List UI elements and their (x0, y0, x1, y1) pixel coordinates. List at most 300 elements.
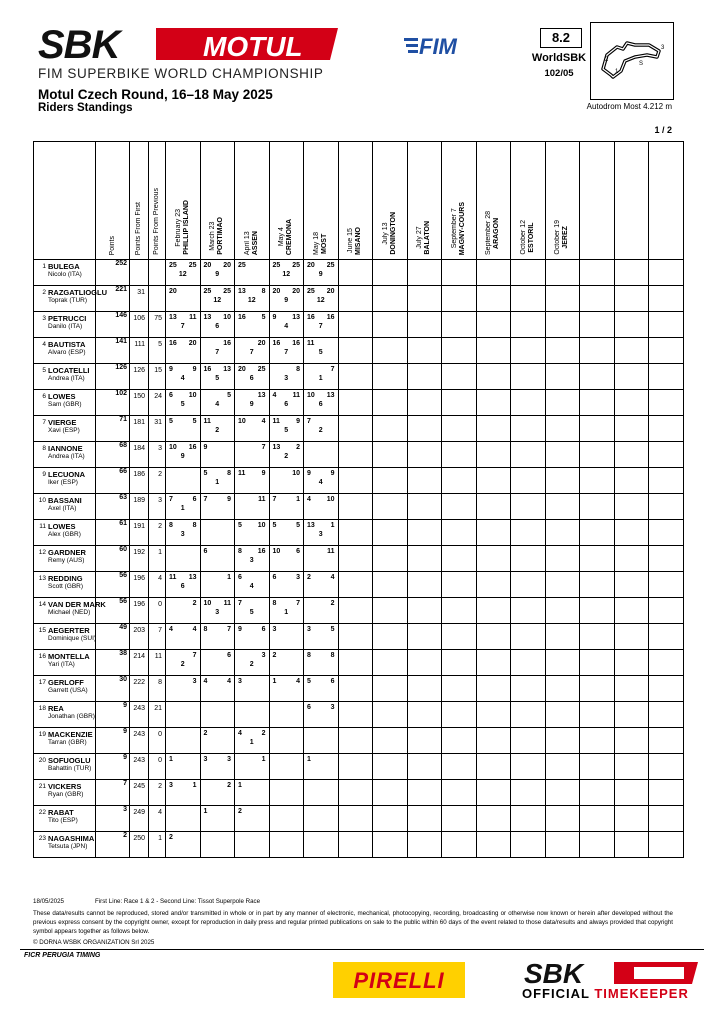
round-venue: CREMONA (286, 218, 294, 255)
superpole-points: 9 (284, 297, 289, 304)
rider-first-name: Nicolo (ITA) (48, 271, 82, 278)
round-result-cell (442, 546, 477, 572)
race2-points: 7 (296, 600, 300, 607)
round-result-cell (580, 468, 615, 494)
rider-rank: 2 (42, 289, 46, 296)
round-result-cell (442, 832, 477, 858)
points-cell: 63 (96, 494, 130, 520)
round-result-cell (407, 338, 442, 364)
round-result-cell (166, 572, 201, 598)
round-result-cell (235, 390, 270, 416)
rider-rank: 17 (38, 679, 46, 686)
round-date: July 27 (416, 227, 424, 250)
round-result-cell (304, 780, 339, 806)
round-result-cell (235, 728, 270, 754)
round-result-cell (338, 520, 373, 546)
round-result-cell (649, 624, 684, 650)
from-first-cell: 222 (130, 676, 149, 702)
from-first-cell: 191 (130, 520, 149, 546)
rider-cell (34, 338, 96, 364)
from-previous-col-header: Points From Previous (149, 142, 166, 260)
round-result-cell (649, 338, 684, 364)
round-result-cell (614, 780, 649, 806)
round-date: February 23 (174, 208, 182, 247)
round-result-cell (442, 754, 477, 780)
round-result-cell (269, 520, 304, 546)
rider-name: LOWES (48, 392, 76, 401)
round-result-cell (545, 754, 580, 780)
race2-points: 3 (227, 756, 231, 763)
round-result-cell (614, 390, 649, 416)
round-result-cell (373, 754, 408, 780)
round-result-cell (269, 364, 304, 390)
superpole-points: 12 (282, 271, 291, 278)
round-result-cell (166, 390, 201, 416)
round-result-cell (442, 468, 477, 494)
superpole-points: 7 (215, 349, 220, 356)
rider-first-name: Danilo (ITA) (48, 323, 83, 330)
round-result-cell (373, 442, 408, 468)
superpole-points: 2 (284, 453, 289, 460)
round-result-cell (235, 286, 270, 312)
round-date: April 13 (243, 231, 251, 255)
round-result-cell (166, 260, 201, 286)
from-first-cell: 126 (130, 364, 149, 390)
race2-points: 10 (223, 314, 231, 321)
round-result-cell (649, 546, 684, 572)
round-result-cell (476, 338, 511, 364)
championship-name: WorldSBK (531, 52, 587, 64)
round-result-cell (304, 494, 339, 520)
round-result-cell (200, 390, 235, 416)
round-result-cell (614, 286, 649, 312)
round-col-header (407, 142, 442, 260)
race2-points: 10 (292, 470, 300, 477)
race2-points: 2 (192, 600, 197, 607)
round-result-cell (614, 702, 649, 728)
from-previous-cell: 1 (149, 832, 166, 858)
round-result-cell (580, 338, 615, 364)
round-result-cell (442, 572, 477, 598)
race1-points: 4 (169, 626, 173, 633)
race1-points: 5 (272, 522, 277, 529)
from-previous-cell (149, 260, 166, 286)
from-first-cell: 203 (130, 624, 149, 650)
rider-rank: 8 (42, 445, 46, 452)
round-result-cell (407, 390, 442, 416)
rider-rank: 14 (38, 601, 46, 608)
rider-first-name: Sam (GBR) (48, 401, 82, 408)
round-result-cell (235, 806, 270, 832)
superpole-points: 4 (249, 583, 254, 590)
from-previous-cell: 3 (149, 494, 166, 520)
round-result-cell (476, 806, 511, 832)
rider-cell (34, 780, 96, 806)
round-result-cell (166, 832, 201, 858)
round-result-cell (476, 832, 511, 858)
race2-points: 20 (223, 262, 231, 269)
race2-points: 9 (227, 496, 231, 503)
round-result-cell (545, 650, 580, 676)
round-result-cell (407, 572, 442, 598)
race2-points: 13 (326, 392, 335, 399)
round-result-cell (614, 650, 649, 676)
race1-points: 4 (203, 678, 208, 685)
round-result-cell (649, 754, 684, 780)
rider-cell (34, 416, 96, 442)
rider-cell (34, 806, 96, 832)
round-result-cell (511, 598, 546, 624)
rider-row (34, 416, 684, 442)
round-result-cell (511, 312, 546, 338)
superpole-points: 7 (284, 349, 289, 356)
rider-cell (34, 624, 96, 650)
round-result-cell (407, 312, 442, 338)
round-result-cell (476, 520, 511, 546)
round-result-cell (407, 598, 442, 624)
superpole-points: 6 (284, 401, 289, 408)
superpole-points: 6 (249, 375, 254, 382)
round-result-cell (442, 312, 477, 338)
race1-points: 11 (238, 470, 246, 477)
race1-points: 11 (203, 418, 211, 425)
superpole-points: 9 (180, 453, 185, 460)
round-result-cell (511, 260, 546, 286)
round-result-cell (166, 676, 201, 702)
round-result-cell (269, 806, 304, 832)
race2-points: 11 (223, 600, 231, 607)
superpole-points: 4 (318, 479, 323, 486)
round-result-cell (304, 442, 339, 468)
rider-rank: 23 (38, 835, 46, 842)
from-first-cell: 214 (130, 650, 149, 676)
round-col-header (235, 142, 270, 260)
race1-points: 5 (238, 522, 242, 529)
race1-points: 1 (169, 756, 173, 763)
round-result-cell (304, 728, 339, 754)
rider-first-name: Tito (ESP) (48, 817, 78, 824)
round-result-cell (442, 624, 477, 650)
superpole-points: 6 (180, 583, 185, 590)
race2-points: 2 (227, 782, 231, 789)
race2-points: 20 (188, 340, 197, 347)
round-result-cell (235, 572, 270, 598)
from-previous-cell: 5 (149, 338, 166, 364)
round-result-cell (304, 806, 339, 832)
round-result-cell (269, 494, 304, 520)
round-result-cell (407, 676, 442, 702)
race1-points: 16 (272, 340, 281, 347)
points-cell: 126 (96, 364, 130, 390)
race2-points: 1 (330, 522, 335, 529)
round-result-cell (476, 312, 511, 338)
rider-name: SOFUOGLU (48, 756, 91, 765)
svg-text:3: 3 (661, 45, 665, 51)
round-result-cell (407, 442, 442, 468)
rider-first-name: Remy (AUS) (48, 557, 85, 564)
rider-first-name: Andrea (ITA) (48, 375, 85, 382)
from-first-cell: 184 (130, 442, 149, 468)
rider-row (34, 832, 684, 858)
round-result-cell (580, 650, 615, 676)
superpole-points: 5 (249, 609, 254, 616)
round-result-cell (373, 338, 408, 364)
footer-copyright: © DORNA WSBK ORGANIZATION Srl 2025 (33, 939, 155, 946)
round-result-cell (614, 520, 649, 546)
superpole-points: 2 (180, 661, 185, 668)
round-result-cell (545, 702, 580, 728)
round-result-cell (580, 832, 615, 858)
official-label: OFFICIAL (522, 986, 590, 1001)
race1-points: 3 (238, 678, 242, 685)
race1-points: 1 (307, 756, 311, 763)
round-result-cell (235, 780, 270, 806)
race2-points: 20 (257, 340, 266, 347)
round-result-cell (649, 416, 684, 442)
rider-rank: 4 (42, 341, 46, 348)
race2-points: 16 (292, 340, 300, 347)
round-result-cell (200, 338, 235, 364)
round-result-cell (442, 364, 477, 390)
round-result-cell (304, 702, 339, 728)
round-result-cell (338, 650, 373, 676)
round-result-cell (338, 260, 373, 286)
round-result-cell (614, 416, 649, 442)
round-result-cell (200, 702, 235, 728)
round-result-cell (476, 442, 511, 468)
round-result-cell (545, 520, 580, 546)
round-result-cell (166, 650, 201, 676)
from-first-cell: 192 (130, 546, 149, 572)
superpole-points: 5 (284, 427, 289, 434)
race2-points: 5 (296, 522, 300, 529)
rider-name: RABAT (48, 808, 74, 817)
race2-points: 8 (261, 288, 266, 295)
round-result-cell (407, 754, 442, 780)
round-result-cell (476, 286, 511, 312)
round-result-cell (545, 728, 580, 754)
round-result-cell (407, 520, 442, 546)
round-result-cell (580, 702, 615, 728)
round-result-cell (373, 286, 408, 312)
round-result-cell (304, 364, 339, 390)
from-first-cell: 243 (130, 702, 149, 728)
round-result-cell (614, 338, 649, 364)
rider-first-name: Bahattin (TUR) (48, 765, 92, 772)
round-result-cell (269, 624, 304, 650)
rider-row (34, 728, 684, 754)
round-result-cell (200, 520, 235, 546)
race2-points: 1 (192, 782, 197, 789)
round-result-cell (269, 312, 304, 338)
rider-cell (34, 546, 96, 572)
round-result-cell (235, 520, 270, 546)
round-result-cell (200, 546, 235, 572)
round-result-cell (235, 442, 270, 468)
superpole-points: 1 (249, 739, 254, 746)
round-result-cell (476, 780, 511, 806)
round-result-cell (166, 468, 201, 494)
round-result-cell (649, 572, 684, 598)
round-result-cell (649, 520, 684, 546)
race2-points: 5 (192, 418, 197, 425)
document-id: 102/05 (544, 68, 574, 79)
svg-text:S: S (639, 61, 644, 67)
rider-cell (34, 650, 96, 676)
round-result-cell (442, 260, 477, 286)
round-result-cell (545, 676, 580, 702)
from-first-cell: 196 (130, 572, 149, 598)
points-cell: 61 (96, 520, 130, 546)
page-number: 1 / 2 (654, 125, 672, 135)
rider-rank: 6 (42, 393, 46, 400)
from-previous-cell: 4 (149, 806, 166, 832)
race1-points: 2 (238, 808, 242, 815)
race2-points: 25 (257, 366, 266, 373)
race2-points: 8 (330, 652, 335, 659)
superpole-points: 3 (180, 531, 185, 538)
svg-text:2: 2 (605, 57, 609, 63)
race1-points: 7 (238, 600, 242, 607)
rider-cell (34, 494, 96, 520)
round-result-cell (200, 598, 235, 624)
round-result-cell (580, 754, 615, 780)
round-result-cell (373, 650, 408, 676)
round-result-cell (200, 806, 235, 832)
round-result-cell (649, 364, 684, 390)
round-result-cell (649, 780, 684, 806)
rider-rank: 1 (42, 263, 46, 270)
round-result-cell (511, 416, 546, 442)
rider-name: LOCATELLI (48, 366, 90, 375)
race1-points: 16 (203, 366, 212, 373)
round-result-cell (304, 832, 339, 858)
race1-points: 6 (272, 574, 277, 581)
round-date: October 19 (554, 220, 562, 255)
race1-points: 11 (307, 340, 315, 347)
rider-cell (34, 390, 96, 416)
race2-points: 2 (330, 600, 335, 607)
round-result-cell (476, 650, 511, 676)
round-result-cell (200, 780, 235, 806)
round-result-cell (580, 260, 615, 286)
superpole-points: 9 (215, 271, 220, 278)
race2-points: 25 (292, 262, 300, 269)
race1-points: 13 (169, 314, 177, 321)
round-result-cell (304, 598, 339, 624)
from-first-cell (130, 260, 149, 286)
round-result-cell (200, 312, 235, 338)
points-cell: 141 (96, 338, 130, 364)
round-result-cell (166, 624, 201, 650)
footer-note: First Line: Race 1 & 2 - Second Line: Tissot Superpole Race (95, 898, 261, 905)
round-result-cell (338, 754, 373, 780)
round-result-cell (511, 650, 546, 676)
rider-first-name: Alvaro (ESP) (48, 349, 86, 356)
race1-points: 3 (203, 756, 208, 763)
round-result-cell (476, 728, 511, 754)
round-date: October 12 (519, 220, 527, 255)
race1-points: 3 (307, 626, 311, 633)
round-result-cell (373, 780, 408, 806)
round-result-cell (649, 702, 684, 728)
rider-name: VIERGE (48, 418, 77, 427)
round-result-cell (373, 728, 408, 754)
round-result-cell (304, 468, 339, 494)
superpole-points: 2 (318, 427, 323, 434)
from-previous-cell: 24 (149, 390, 166, 416)
superpole-points: 12 (213, 297, 222, 304)
rider-row (34, 338, 684, 364)
rider-name: BAUTISTA (48, 340, 86, 349)
from-first-cell: 243 (130, 754, 149, 780)
round-date: May 4 (278, 227, 286, 247)
round-result-cell (545, 468, 580, 494)
championship-subtitle: FIM SUPERBIKE WORLD CHAMPIONSHIP (38, 66, 324, 81)
round-result-cell (442, 442, 477, 468)
round-result-cell (580, 416, 615, 442)
superpole-points: 7 (318, 323, 323, 330)
round-result-cell (200, 416, 235, 442)
round-result-cell (235, 676, 270, 702)
rider-rank: 12 (38, 549, 46, 556)
round-result-cell (614, 442, 649, 468)
round-result-cell (580, 572, 615, 598)
round-result-cell (304, 520, 339, 546)
rider-row (34, 624, 684, 650)
round-result-cell (269, 650, 304, 676)
rider-cell (34, 286, 108, 312)
round-result-cell (580, 286, 615, 312)
round-result-cell (407, 702, 442, 728)
race1-points: 4 (238, 730, 242, 737)
round-result-cell (166, 416, 201, 442)
race1-points: 5 (203, 470, 208, 477)
race2-points: 7 (261, 444, 266, 451)
round-result-cell (442, 780, 477, 806)
fim-logo-text: FIM (419, 34, 457, 58)
rider-cell (34, 364, 96, 390)
round-result-cell (269, 572, 304, 598)
from-first-cell: 181 (130, 416, 149, 442)
from-previous-cell: 0 (149, 754, 166, 780)
race1-points: 11 (272, 418, 280, 425)
race2-points: 8 (296, 366, 300, 373)
race2-points: 3 (330, 704, 335, 711)
rider-rank: 19 (38, 731, 46, 738)
round-result-cell (304, 624, 339, 650)
from-first-cell: 31 (130, 286, 149, 312)
round-venue: ARAGON (493, 217, 501, 249)
race1-points: 10 (272, 548, 281, 555)
round-result-cell (269, 598, 304, 624)
round-result-cell (407, 468, 442, 494)
round-result-cell (580, 520, 615, 546)
rider-row (34, 390, 684, 416)
round-col-header (373, 142, 408, 260)
round-result-cell (373, 598, 408, 624)
round-result-cell (649, 676, 684, 702)
race2-points: 7 (192, 652, 197, 659)
round-result-cell (200, 754, 235, 780)
round-result-cell (200, 468, 235, 494)
round-result-cell (269, 286, 304, 312)
rider-rank: 3 (42, 315, 46, 322)
round-result-cell (545, 572, 580, 598)
round-result-cell (304, 416, 339, 442)
round-result-cell (545, 546, 580, 572)
round-result-cell (200, 286, 235, 312)
